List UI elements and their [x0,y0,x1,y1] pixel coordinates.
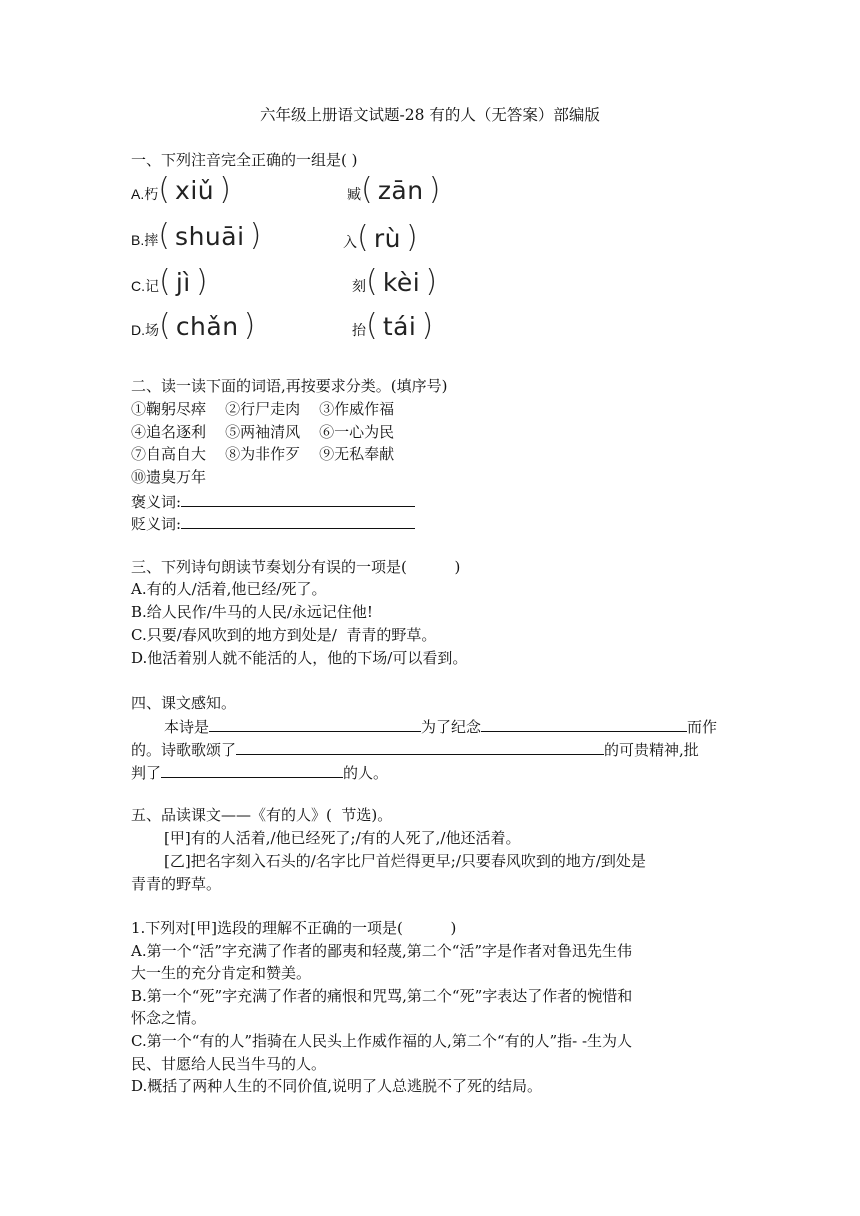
character: 摔 [144,233,159,249]
option-label: C. [131,278,145,294]
q4-text: 的。诗歌歌颂了 [131,741,237,759]
q4-heading: 四、课文感知。 [131,694,237,712]
pinyin: zān [377,176,424,205]
q4-line-3 [131,761,388,783]
pinyin: chǎn [175,312,239,341]
q5-1-heading: 1.下列对[甲]选段的理解不正确的一项是( ) [131,919,457,937]
q2-heading: 二、读一读下面的词语,再按要求分类。(填序号) [131,377,448,395]
q4-text: 本诗是 [164,718,210,736]
q5-heading: 五、品读课文——《有的人》( 节选)。 [131,806,393,824]
q5-1-line: A.第一个“活”字充满了作者的鄙夷和轻蔑,第二个“活”字是作者对鲁迅先生伟 [131,942,633,960]
pinyin: tái [382,312,417,341]
q5-excerpt-jia: [甲]有的人活着,/他已经死了;/有的人死了,/他还活着。 [164,829,521,847]
blame-answer-blank[interactable] [181,512,415,529]
option-label: D. [131,322,145,338]
q3-option: C.只要/春风吹到的地方到处是/ 青青的野草。 [131,626,437,644]
q1-option-a: A.朽( xiǔ ) [131,172,231,207]
commemorate-blank[interactable] [481,715,687,732]
q2-blame-line [131,512,415,534]
poem-author-blank[interactable] [209,715,421,732]
q2-word-row: ④追名逐利 ⑤两袖清风 ⑥一心为民 [131,423,395,441]
character: 刻 [352,279,366,295]
q2-word-row: ①鞠躬尽瘁 ②行尸走肉 ③作威作福 [131,400,395,418]
q3-option: A.有的人/活着,他已经/死了。 [131,580,327,598]
q1-option-b-right: 入( rù ) [343,220,418,255]
pinyin: rù [373,224,401,253]
option-label: B. [131,232,145,248]
q5-1-line: 怀念之情。 [131,1009,207,1027]
praise-label: 褒义词: [131,493,182,511]
q5-1-line: 民、甘愿给人民当牛马的人。 [131,1055,327,1073]
q2-praise-line [131,490,415,512]
pinyin: xiǔ [175,176,215,205]
q1-heading: 一、下列注音完全正确的一组是( ) [131,151,358,169]
q2-word-row: ⑩遗臭万年 [131,468,207,486]
pinyin: jì [175,268,191,297]
q4-text: 为了纪念 [421,718,482,736]
q5-1-line: C.第一个“有的人”指骑在人民头上作威作福的人,第二个“有的人”指- -生为人 [131,1032,633,1050]
q4-text: 判了 [131,764,162,782]
q2-word-row: ⑦自高自大 ⑧为非作歹 ⑨无私奉献 [131,445,395,463]
character: 抬 [352,323,366,339]
q4-text: 的人。 [343,764,389,782]
q3-option: D.他活着别人就不能活的人，他的下场/可以看到。 [131,649,468,667]
q1-option-b: B.摔( shuāi ) [131,218,262,253]
q5-1-line: D.概括了两种人生的不同价值,说明了人总逃脱不了死的结局。 [131,1077,543,1095]
q4-line-1 [164,715,717,737]
q3-heading: 三、下列诗句朗读节奏划分有误的一项是( ) [131,558,461,576]
criticized-people-blank[interactable] [161,761,343,778]
character: 场 [145,323,159,339]
q1-option-a-right: 臧( zān ) [347,172,441,207]
q1-option-d-right: 抬( tái ) [352,308,434,343]
praise-answer-blank[interactable] [181,490,415,507]
page-title: 六年级上册语文试题-28 有的人（无答案）部编版 [260,106,600,124]
praised-spirit-blank[interactable] [236,738,604,755]
pinyin: kèi [382,268,421,297]
q5-1-line: B.第一个“死”字充满了作者的痛恨和咒骂,第二个“死”字表达了作者的惋惜和 [131,987,633,1005]
q1-option-c-right: 刻( kèi ) [352,264,438,299]
q4-text: 而作 [687,718,718,736]
character: 朽 [144,187,159,203]
blame-label: 贬义词: [131,515,182,533]
character: 臧 [347,187,361,203]
q1-option-c: C.记( jì ) [131,264,208,299]
q3-option: B.给人民作/牛马的人民/永远记住他! [131,603,373,621]
pinyin: shuāi [175,222,245,251]
character: 记 [145,279,159,295]
q4-text: 的可贵精神,批 [604,741,699,759]
q5-excerpt-yi-cont: 青青的野草。 [131,875,222,893]
option-label: A. [131,186,145,202]
q1-option-d: D.场( chǎn ) [131,308,256,343]
q5-excerpt-yi: [乙]把名字刻入石头的/名字比尸首烂得更早;/只要春风吹到的地方/到处是 [164,852,646,870]
q4-line-2 [131,738,699,760]
character: 入 [343,235,357,251]
q5-1-line: 大一生的充分肯定和赞美。 [131,964,312,982]
